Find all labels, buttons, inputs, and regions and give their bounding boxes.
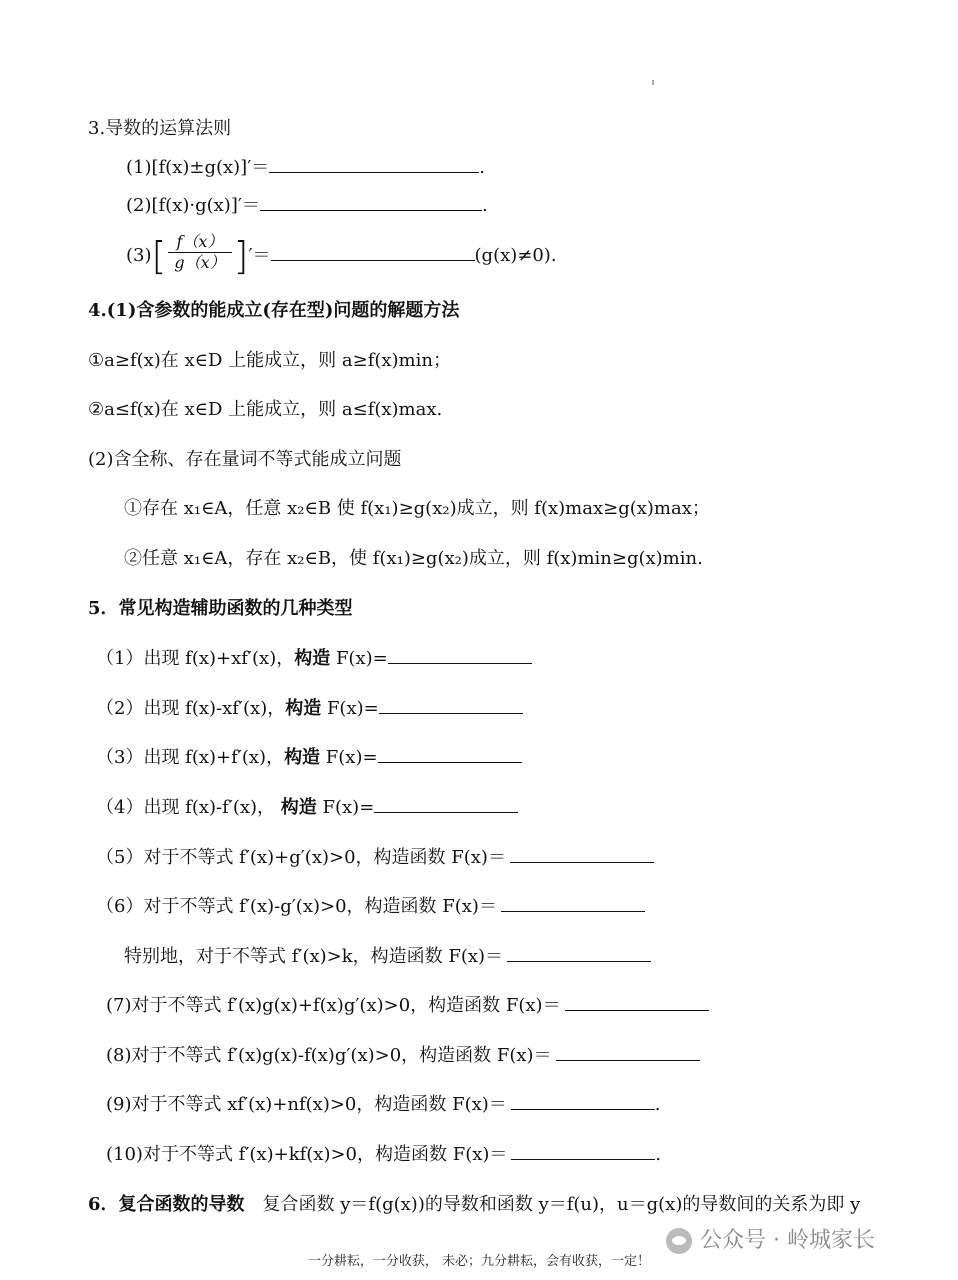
construct-item-2-fx: F(x)= xyxy=(321,698,379,719)
section-3-title: 3.导数的运算法则 xyxy=(88,118,232,139)
section-6-title: 6．复合函数的导数 xyxy=(88,1194,245,1215)
construct-item-6-text: （6）对于不等式 f′(x)-g′(x)>0，构造函数 F(x)＝ xyxy=(96,896,497,917)
construct-item-4-text: （4）出现 f(x)-f′(x)， xyxy=(96,797,281,818)
rule-1 xyxy=(126,156,485,180)
construct-item-6 xyxy=(96,895,645,919)
construct-item-9-blank xyxy=(511,1093,655,1110)
section-4-subtitle: (2)含全称、存在量词不等式能成立问题 xyxy=(88,449,402,470)
construct-item-4-fx: F(x)= xyxy=(316,797,375,818)
construct-item-4-bold: 构造 xyxy=(280,797,317,818)
page-footer: 一分耕耘，一分收获， 未必；九分耕耘，会有收获，一定！ xyxy=(307,1254,651,1269)
construct-item-8-text: (8)对于不等式 f′(x)g(x)-f(x)g′(x)>0，构造函数 F(x)＝ xyxy=(106,1045,552,1066)
construct-item-2-text: （2）出现 f(x)-xf′(x)， xyxy=(96,698,286,719)
construct-item-6-blank xyxy=(501,895,645,912)
left-bracket: [ xyxy=(151,234,167,278)
section-5-title: 5．常见构造辅助函数的几种类型 xyxy=(88,598,353,619)
right-bracket: ] xyxy=(233,234,249,278)
fraction-numerator: f（x） xyxy=(168,232,231,253)
construct-item-2-bold: 构造 xyxy=(285,698,322,719)
section-4-item-2: ②a≤f(x)在 x∈D 上能成立，则 a≤f(x)max. xyxy=(88,399,443,420)
construct-item-1 xyxy=(96,647,532,671)
construct-item-3 xyxy=(96,746,522,770)
construct-item-1-blank xyxy=(388,647,532,664)
construct-item-2-blank xyxy=(379,697,523,714)
rule-1-blank xyxy=(269,156,479,173)
construct-item-2 xyxy=(96,697,523,721)
rule-3-prime: ′＝ xyxy=(248,245,271,266)
construct-item-1-text: （1）出现 f(x)+xf′(x)， xyxy=(96,648,295,669)
construct-item-9 xyxy=(106,1093,661,1117)
construct-item-10-blank xyxy=(511,1143,655,1160)
construct-item-4-blank xyxy=(374,796,518,813)
construct-item-9-text: (9)对于不等式 xf′(x)+nf(x)>0，构造函数 F(x)＝ xyxy=(106,1094,507,1115)
rule-2 xyxy=(126,194,488,218)
construct-item-3-bold: 构造 xyxy=(284,747,321,768)
rule-2-blank xyxy=(260,194,482,211)
construct-item-10-dot: . xyxy=(655,1144,662,1165)
construct-item-7 xyxy=(106,994,709,1018)
section-6-text: 复合函数 y＝f(g(x))的导数和函数 y＝f(u)，u＝g(x)的导数间的关系为即 y xyxy=(262,1194,861,1215)
watermark-text: 公众号 · 岭城家长 xyxy=(700,1228,875,1253)
construct-item-8 xyxy=(106,1044,700,1068)
construct-item-3-text: （3）出现 f(x)+f′(x)， xyxy=(96,747,285,768)
rule-3-condition: (g(x)≠0). xyxy=(474,245,557,266)
construct-item-3-fx: F(x)= xyxy=(320,747,378,768)
rule-1-text: (1)[f(x)±g(x)]′＝ xyxy=(126,157,270,178)
page-mark xyxy=(652,80,654,85)
construct-item-7-blank xyxy=(565,994,709,1011)
rule-3-label: (3) xyxy=(126,245,152,266)
section-4-sub-item-2: ②任意 x₁∈A，存在 x₂∈B，使 f(x₁)≥g(x₂)成立，则 f(x)min≥g(x)min. xyxy=(124,548,703,569)
construct-item-5-text: （5）对于不等式 f′(x)+g′(x)>0，构造函数 F(x)＝ xyxy=(96,847,506,868)
section-4-item-1: ①a≥f(x)在 x∈D 上能成立，则 a≥f(x)min； xyxy=(88,350,451,371)
construct-item-5-blank xyxy=(510,846,654,863)
section-4-sub-item-1: ①存在 x₁∈A，任意 x₂∈B 使 f(x₁)≥g(x₂)成立，则 f(x)max≥g(x)max； xyxy=(124,498,710,519)
construct-item-special-text: 特别地，对于不等式 f′(x)>k，构造函数 F(x)＝ xyxy=(124,946,504,967)
construct-item-special xyxy=(124,945,651,969)
rule-2-dot: . xyxy=(481,195,488,216)
rule-1-dot: . xyxy=(479,157,486,178)
rule-3 xyxy=(126,232,557,280)
construct-item-4 xyxy=(96,796,518,820)
construct-item-9-dot: . xyxy=(654,1094,661,1115)
rule-2-text: (2)[f(x)·g(x)]′＝ xyxy=(126,195,260,216)
construct-item-10-text: (10)对于不等式 f′(x)+kf(x)>0，构造函数 F(x)＝ xyxy=(106,1144,508,1165)
rule-3-blank xyxy=(271,244,475,261)
construct-item-3-blank xyxy=(378,746,522,763)
rule-3-fraction xyxy=(168,232,231,273)
section-4-title: 4.(1)含参数的能成立(存在型)问题的解题方法 xyxy=(88,300,460,321)
construct-item-1-fx: F(x)= xyxy=(330,648,388,669)
fraction-denominator: g（x） xyxy=(174,252,226,272)
construct-item-5 xyxy=(96,846,654,870)
construct-item-8-blank xyxy=(556,1044,700,1061)
construct-item-10 xyxy=(106,1143,661,1167)
construct-item-7-text: (7)对于不等式 f′(x)g(x)+f(x)g′(x)>0，构造函数 F(x)＝ xyxy=(106,995,561,1016)
section-6 xyxy=(88,1193,860,1217)
construct-item-special-blank xyxy=(507,945,651,962)
construct-item-1-bold: 构造 xyxy=(294,648,331,669)
